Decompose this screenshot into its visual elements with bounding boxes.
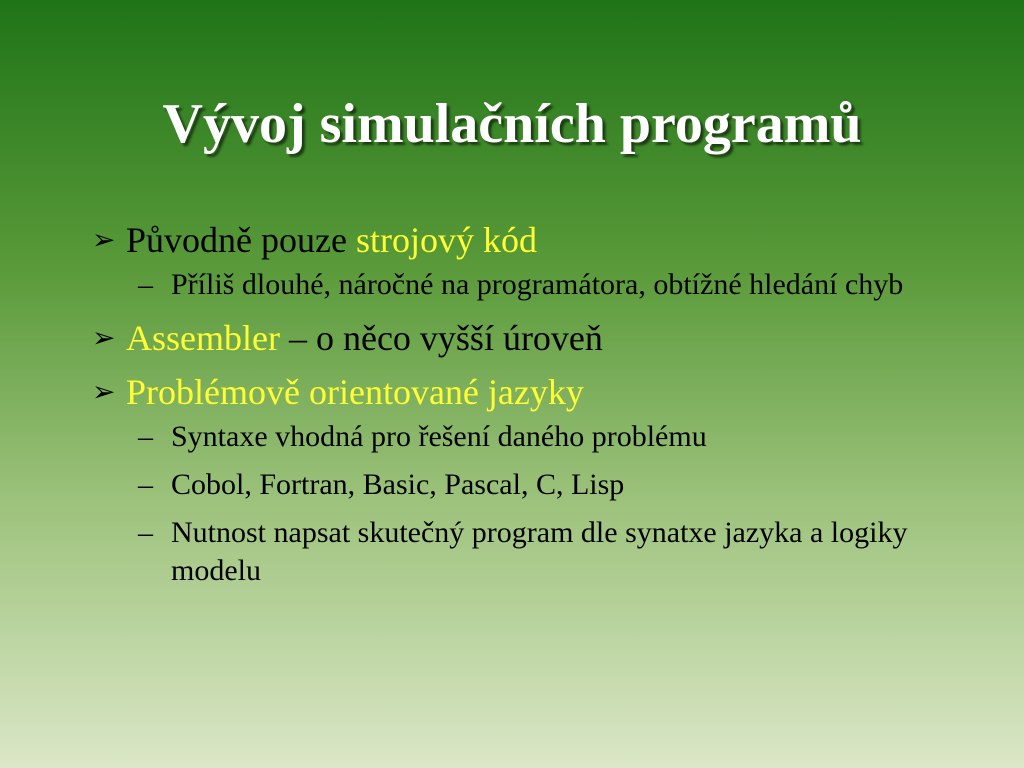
sub-item-text: Příliš dlouhé, náročné na programátora, obtížné hledání chyb [171,268,904,301]
sub-item [138,418,952,456]
bullet-text: – o něco vyšší úroveň [279,318,603,358]
sub-item [138,466,952,504]
sub-item-text: Nutnost napsat skutečný program dle synatxe jazyka a logiky modelu [171,516,908,587]
sub-item [138,266,952,304]
sub-item [138,514,952,590]
bullet-text: Původně pouze [126,220,356,260]
bullet-item-machine-code [92,216,952,264]
arrow-bullet-icon: ➢ [92,321,116,354]
sub-item-text: Syntaxe vhodná pro řešení daného problému [171,420,707,453]
bullet-item-assembler [92,314,952,362]
bullet-highlight: Problémově orientované jazyky [126,372,584,412]
dash-bullet: – [138,420,153,453]
slide-title: Vývoj simulačních programů [162,93,862,155]
bullet-highlight: strojový kód [355,220,537,260]
bullet-item-problem-languages [92,368,952,416]
dash-bullet: – [138,516,153,549]
slide-content [92,210,952,600]
dash-bullet: – [138,468,153,501]
arrow-bullet-icon: ➢ [92,223,116,256]
arrow-bullet-icon: ➢ [92,375,116,408]
sub-item-text: Cobol, Fortran, Basic, Pascal, C, Lisp [171,468,625,501]
bullet-highlight: Assembler [126,318,280,358]
dash-bullet: – [138,268,153,301]
